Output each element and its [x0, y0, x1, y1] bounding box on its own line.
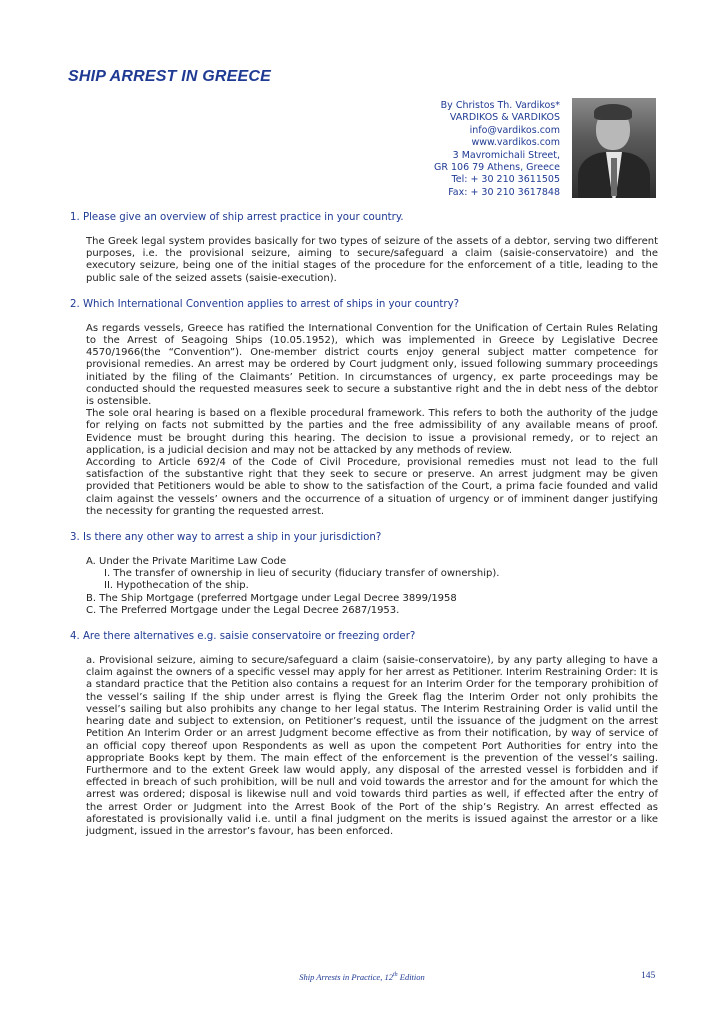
author-photo — [572, 98, 656, 198]
list-item: I. The transfer of ownership in lieu of security (fiduciary transfer of ownership). — [104, 568, 500, 580]
author-website[interactable]: www.vardikos.com — [471, 137, 560, 149]
author-line: Tel: + 30 210 3611505 — [451, 174, 560, 186]
page-number: 145 — [641, 971, 656, 981]
section-list — [86, 556, 658, 617]
author-line: VARDIKOS & VARDIKOS — [449, 112, 560, 124]
section-paragraph: As regards vessels, Greece has ratified the International Convention for the Unification of Certain Rules Relating to the Arrest of Seagoing Ships (10.05.1952), which was implemented in Greece by Legislative Decree 4570/1966(the “Convention”). One-member district courts enjoy general subject matter competence for provisional remedies. An arrest may be ordered by Court judgment only, issued following summary proceedings initiated by the filing of the Claimants’ Petition. In circumstances of urgency, ex parte proceedings may be conducted should the requested measures seek to secure a substantive right and the in debt ness of the debtor is ostensible. — [86, 322, 658, 408]
section-paragraph: According to Article 692/4 of the Code of Civil Procedure, provisional remedies must not lead to the full satisfaction of the substantive right that they seek to secure or preserve. An arrest judgment may be given provided that Petitioners would be able to show to the satisfaction of the Court, a prima facie founded and valid claim against the vessels’ owners and the occurrence of a situation of urgency or of imminent danger justifying the necessity for granting the requested arrest. — [86, 457, 658, 517]
footer-edition-suffix: th — [392, 972, 398, 979]
list-item: B. The Ship Mortgage (preferred Mortgage under Legal Decree 3899/1958 — [86, 592, 457, 604]
author-line: 3 Mavromichali Street, — [452, 149, 560, 161]
section-question: 2. Which International Convention applies to arrest of ships in your country? — [70, 298, 460, 310]
page-footer — [0, 972, 724, 982]
author-email[interactable]: info@vardikos.com — [469, 124, 560, 136]
author-line: GR 106 79 Athens, Greece — [434, 162, 560, 174]
section-question: 1. Please give an overview of ship arrest practice in your country. — [70, 212, 404, 223]
photo-tie — [611, 158, 617, 196]
author-line: Fax: + 30 210 3617848 — [448, 186, 560, 198]
list-item: A. Under the Private Maritime Law Code — [86, 556, 287, 568]
section-paragraph: The Greek legal system provides basically for two types of seizure of the assets of a debtor, serving two different purposes, i.e. the provisional seizure, aiming to secure/safeguard a claim (saisie-conservatoire) and the executory seizure, being one of the initial stages of the procedure for the enforcement of a title, leading to the public sale of the seized assets (saisie-execution). — [86, 236, 658, 284]
photo-hair — [594, 104, 632, 120]
section-paragraph: The sole oral hearing is based on a flexible procedural framework. This refers to both the authority of the judge for relying on facts not submitted by the parties and the free admissibility of any available means of proof. Evidence must be brought during this hearing. The decision to issue a provisional remedy, or to reject an application, is a judicial decision and may not be attacked by any methods of review. — [86, 408, 658, 456]
article-body — [70, 211, 658, 838]
section-question: 4. Are there alternatives e.g. saisie conservatoire or freezing order? — [70, 631, 416, 643]
page-title: SHIP ARREST IN GREECE — [68, 68, 272, 85]
author-line: By Christos Th. Vardikos* — [440, 100, 560, 111]
author-block — [320, 100, 560, 199]
footer-publication: Ship Arrests in Practice, 12 — [299, 972, 393, 982]
footer-edition: Edition — [397, 972, 425, 982]
list-item: C. The Preferred Mortgage under the Legal Decree 2687/1953. — [86, 604, 400, 616]
list-item: II. Hypothecation of the ship. — [104, 580, 249, 592]
section-paragraph: a. Provisional seizure, aiming to secure/safeguard a claim (saisie-conservatoire), by any party alleging to have a claim against the owners of a specific vessel may apply for her arrest as Petitioner. Interim Restraining Order: It is a standard practice that the Petition also contains a request for an Interim Order for the temporary prohibition of the vessel’s sailing If the ship under arrest is flying the Greek flag the Interim Order not only prohibits the vessel’s sailing but also prohibits any change to her legal status. The Interim Restraining Order is valid until the hearing date and subject to extension, on Petitioner’s request, until the issuance of the judgment on the arrest Petition An Interim Order or an arrest Judgment become effective as from their notification, by way of service of an official copy thereof upon Respondents as well as upon the competent Port Authorities for entry into the appropriate Books kept by them. The main effect of the enforcement is the prevention of the vessel’s sailing. Furthermore and to the extent Greek law would apply, any disposal of the arrested vessel is forbidden and if effected in breach of such prohibition, will be null and void towards the arrestor and for the amount for which the arrest was ordered; disposal is likewise null and void towards third parties as well, if effected after the entry of the arrest Order or Judgment into the Arrest Book of the Port of the ship’s Registry. An arrest effected as aforestated is provisionally valid i.e. until a final judgment on the merits is issued against the arrestor or a like judgment, issued in the arrestor’s favour, has been enforced. — [86, 655, 658, 837]
section-question: 3. Is there any other way to arrest a ship in your jurisdiction? — [70, 532, 382, 544]
